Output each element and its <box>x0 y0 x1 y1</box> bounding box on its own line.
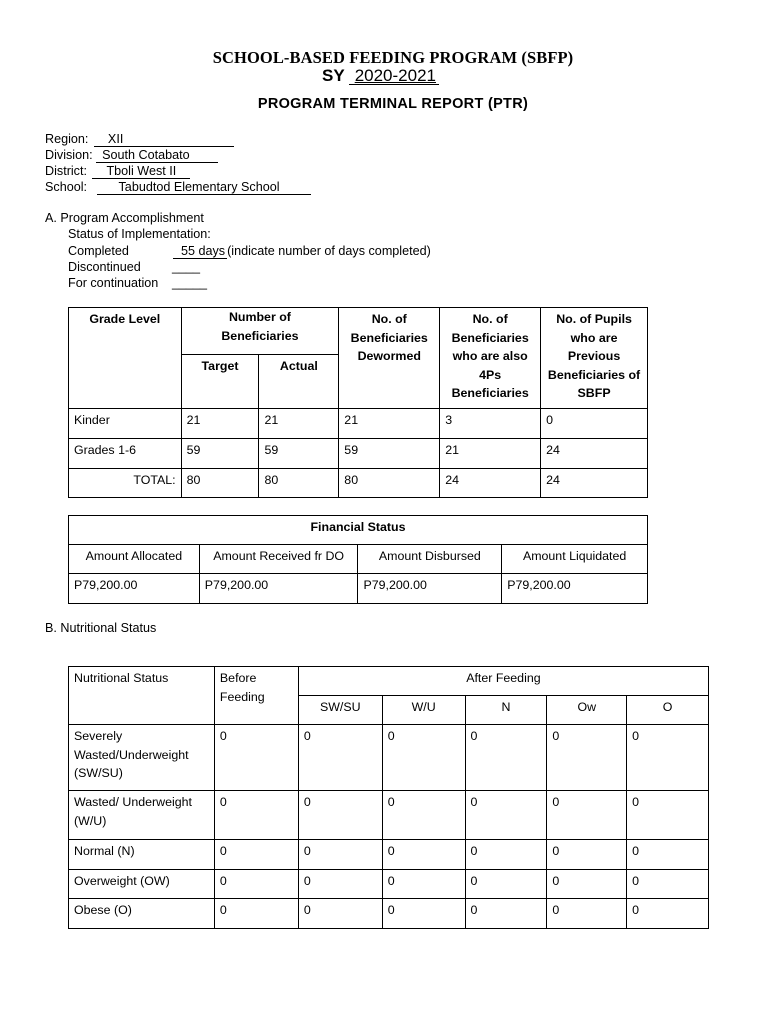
header-amount-liquidated: Amount Liquidated <box>502 545 648 574</box>
financial-status-title: Financial Status <box>69 516 648 545</box>
header-number-of-beneficiaries: Number of Beneficiaries <box>181 308 339 355</box>
value-cell: 0 <box>547 725 627 791</box>
region-value: XII <box>94 133 234 147</box>
header-n: N <box>465 696 547 725</box>
section-a-title: A. Program Accomplishment <box>45 211 204 225</box>
value-cell: 0 <box>547 840 627 870</box>
dewormed-cell: 21 <box>339 409 440 439</box>
section-b-title: B. Nutritional Status <box>45 621 157 635</box>
value-cell: 0 <box>547 870 627 899</box>
beneficiaries-table <box>68 307 648 498</box>
value-cell: 0 <box>382 840 465 870</box>
discontinued-value: ____ <box>172 260 201 274</box>
value-cell: 0 <box>465 791 547 840</box>
value-cell: 0 <box>298 899 382 929</box>
division-value: South Cotabato <box>96 149 218 163</box>
header-grade-level: Grade Level <box>69 308 182 409</box>
header-amount-allocated: Amount Allocated <box>69 545 200 574</box>
header-previous-beneficiaries: No. of Pupils who are Previous Beneficiaries of SBFP <box>541 308 648 409</box>
value-cell: 0 <box>214 840 298 870</box>
value-cell: 0 <box>627 791 709 840</box>
previous-cell: 24 <box>541 439 648 469</box>
table-row <box>69 791 709 840</box>
target-cell: 21 <box>181 409 259 439</box>
district-label: District: <box>45 164 87 178</box>
grade-cell: Grades 1-6 <box>69 439 182 469</box>
district-value: Tboli West II <box>92 165 190 179</box>
report-title: PROGRAM TERMINAL REPORT <box>257 96 484 112</box>
value-cell: 0 <box>298 870 382 899</box>
header-ow: Ow <box>547 696 627 725</box>
school-label: School: <box>45 180 88 194</box>
fourps-cell: 21 <box>440 439 541 469</box>
value-cell: 0 <box>298 840 382 870</box>
school-year-line <box>322 66 439 86</box>
program-title: SCHOOL-BASED FEEDING PROGRAM (SBFP) <box>212 48 574 67</box>
school-line <box>45 180 311 195</box>
value-cell: 0 <box>465 840 547 870</box>
report-abbr: (PTR) <box>487 96 529 112</box>
value-cell: 0 <box>627 899 709 929</box>
header-dewormed: No. of Beneficiaries Dewormed <box>339 308 440 409</box>
status-label-cell: Normal (N) <box>69 840 215 870</box>
value-cell: 0 <box>214 725 298 791</box>
value-cell: 0 <box>382 791 465 840</box>
value-cell: 0 <box>465 725 547 791</box>
value-cell: 0 <box>547 899 627 929</box>
value-cell: 0 <box>627 725 709 791</box>
total-label-cell: TOTAL: <box>69 469 182 498</box>
table-row <box>69 574 648 604</box>
value-cell: 0 <box>547 791 627 840</box>
completed-note: (indicate number of days completed) <box>227 244 431 258</box>
completed-value: 55 days <box>173 245 227 259</box>
value-cell: 0 <box>298 791 382 840</box>
header-amount-disbursed: Amount Disbursed <box>358 545 502 574</box>
nutritional-status-table <box>68 666 709 929</box>
status-label-cell: Obese (O) <box>69 899 215 929</box>
table-row <box>69 409 648 439</box>
actual-cell: 21 <box>259 409 339 439</box>
header-amount-received: Amount Received fr DO <box>199 545 358 574</box>
actual-cell: 80 <box>259 469 339 498</box>
division-label: Division: <box>45 148 93 162</box>
division-line <box>45 148 218 163</box>
sy-value: 2020-2021 <box>349 67 439 85</box>
value-cell: 0 <box>627 840 709 870</box>
status-label-cell: Severely Wasted/Underweight (SW/SU) <box>69 725 215 791</box>
fourps-cell: 3 <box>440 409 541 439</box>
dewormed-cell: 59 <box>339 439 440 469</box>
fourps-cell: 24 <box>440 469 541 498</box>
header-nutritional-status: Nutritional Status <box>69 667 215 725</box>
header-4ps: No. of Beneficiaries who are also 4Ps Beneficiaries <box>440 308 541 409</box>
region-label: Region: <box>45 132 89 146</box>
status-label: Status of Implementation: <box>68 227 211 241</box>
completed-label: Completed <box>68 244 129 258</box>
value-cell: 0 <box>382 870 465 899</box>
target-cell: 80 <box>181 469 259 498</box>
target-cell: 59 <box>181 439 259 469</box>
region-line <box>45 132 234 147</box>
discontinued-label: Discontinued <box>68 260 141 274</box>
sy-label: SY <box>322 66 345 85</box>
header-target: Target <box>181 355 259 409</box>
header-o: O <box>627 696 709 725</box>
header-before-feeding: Before Feeding <box>214 667 298 725</box>
value-cell: 0 <box>214 870 298 899</box>
amount-allocated-value: P79,200.00 <box>69 574 200 604</box>
amount-liquidated-value: P79,200.00 <box>502 574 648 604</box>
grade-cell: Kinder <box>69 409 182 439</box>
status-label-cell: Overweight (OW) <box>69 870 215 899</box>
value-cell: 0 <box>214 899 298 929</box>
previous-cell: 0 <box>541 409 648 439</box>
header-sw-su: SW/SU <box>298 696 382 725</box>
amount-disbursed-value: P79,200.00 <box>358 574 502 604</box>
table-row <box>69 899 709 929</box>
table-row <box>69 840 709 870</box>
district-line <box>45 164 190 179</box>
school-value: Tabudtod Elementary School <box>97 181 311 195</box>
continuation-value: _____ <box>172 276 208 290</box>
table-row <box>69 725 709 791</box>
header-w-u: W/U <box>382 696 465 725</box>
value-cell: 0 <box>627 870 709 899</box>
previous-cell: 24 <box>541 469 648 498</box>
actual-cell: 59 <box>259 439 339 469</box>
dewormed-cell: 80 <box>339 469 440 498</box>
header-after-feeding: After Feeding <box>298 667 708 696</box>
completed-line <box>173 244 431 259</box>
continuation-label: For continuation <box>68 276 159 290</box>
header-actual: Actual <box>259 355 339 409</box>
status-label-cell: Wasted/ Underweight (W/U) <box>69 791 215 840</box>
value-cell: 0 <box>465 899 547 929</box>
report-title-line <box>0 96 768 112</box>
value-cell: 0 <box>382 725 465 791</box>
table-row <box>69 439 648 469</box>
table-row <box>69 870 709 899</box>
value-cell: 0 <box>382 899 465 929</box>
amount-received-value: P79,200.00 <box>199 574 358 604</box>
value-cell: 0 <box>298 725 382 791</box>
value-cell: 0 <box>214 791 298 840</box>
value-cell: 0 <box>465 870 547 899</box>
table-row-total <box>69 469 648 498</box>
financial-status-table <box>68 515 648 604</box>
